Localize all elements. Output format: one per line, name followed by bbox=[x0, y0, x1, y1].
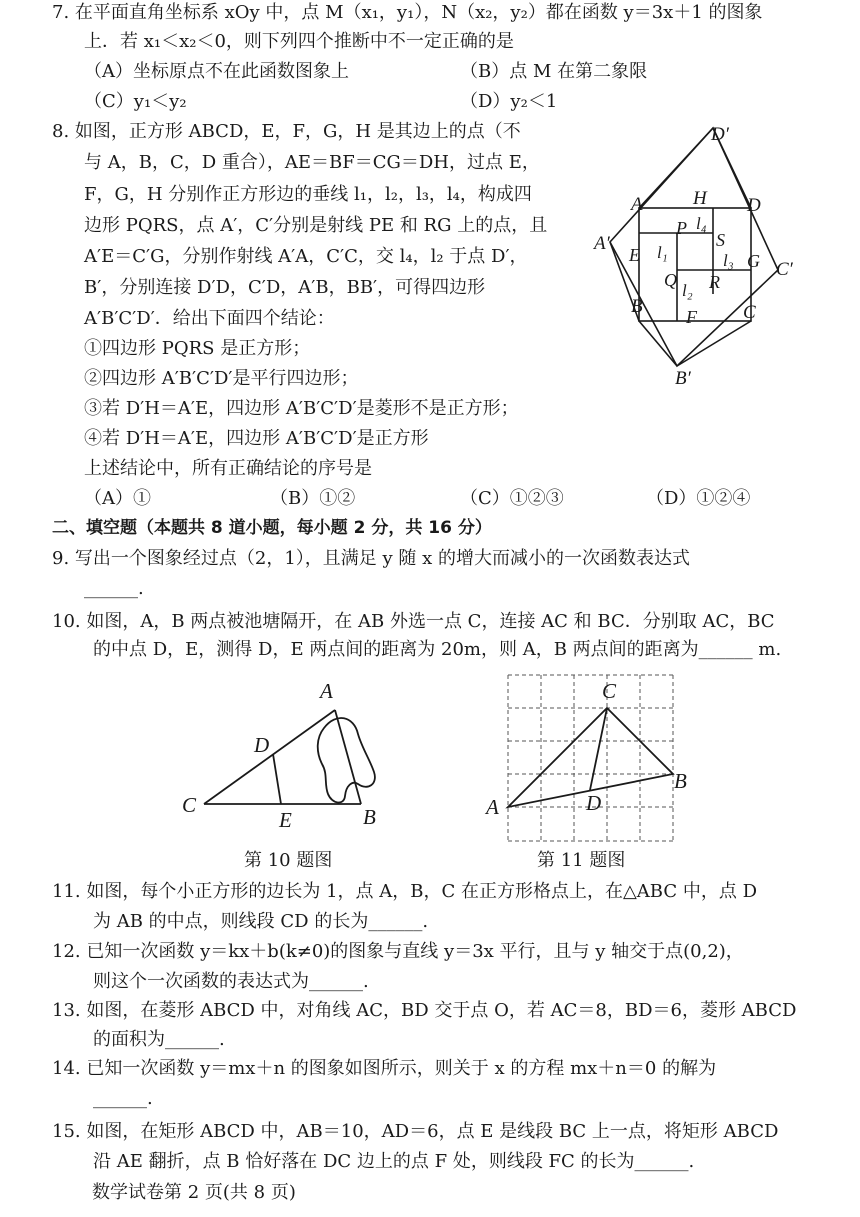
q11-segment-cd bbox=[590, 708, 607, 790]
q12-stem-line1: 12. 已知一次函数 y＝kx＋b(k≠0)的图象与直线 y＝3x 平行，且与 y 轴交于点(0,2)， bbox=[52, 941, 744, 962]
q10-pond bbox=[318, 718, 375, 803]
q10-figure bbox=[182, 678, 392, 830]
page-footer: 数学试卷第 2 页(共 8 页) bbox=[92, 1182, 296, 1203]
q12-stem-line2: 则这个一次函数的表达式为______. bbox=[93, 971, 369, 992]
q11-figure-caption: 第 11 题图 bbox=[537, 850, 626, 871]
q10-segment-de bbox=[273, 754, 281, 804]
q10-figure-caption: 第 10 题图 bbox=[244, 850, 333, 871]
q8-square-abcd bbox=[639, 208, 751, 321]
q10-label-d: D bbox=[254, 733, 270, 757]
q7-option-a: （A）坐标原点不在此函数图象上 bbox=[84, 61, 349, 82]
q8-label-p: P bbox=[676, 218, 687, 238]
q8-label-d: D bbox=[747, 195, 761, 216]
q7-option-c: （C）y₁＜y₂ bbox=[84, 91, 187, 112]
q8-label-l1: l₁ bbox=[657, 243, 668, 262]
q8-label-l2: l₂ bbox=[682, 281, 693, 300]
q8-label-aprime: A′ bbox=[594, 233, 610, 254]
q15-stem-line1: 15. 如图，在矩形 ABCD 中，AB＝10，AD＝6，点 E 是线段 BC 上一点，将矩形 ABCD bbox=[52, 1121, 779, 1142]
q10-stem-line2: 的中点 D，E，测得 D，E 两点间的距离为 20m，则 A，B 两点间的距离为______ m. bbox=[93, 639, 782, 660]
q8-label-g: G bbox=[747, 251, 760, 271]
q8-figure bbox=[585, 118, 810, 393]
q11-label-c: C bbox=[602, 679, 617, 703]
q8-label-a: A bbox=[631, 194, 643, 215]
q11-stem-line1: 11. 如图，每个小正方形的边长为 1，点 A，B，C 在正方形格点上，在△ABC 中，点 D bbox=[52, 881, 758, 902]
q8-option-b: （B）①② bbox=[270, 488, 356, 509]
q8-label-s: S bbox=[716, 230, 725, 250]
section-2-header: 二、填空题（本题共 8 道小题，每小题 2 分，共 16 分） bbox=[52, 518, 492, 538]
q8-conclusion-4: ④若 D′H＝A′E，四边形 A′B′C′D′是正方形 bbox=[84, 428, 429, 449]
q10-label-c: C bbox=[182, 793, 197, 817]
q8-stem-line7: A′B′C′D′．给出下面四个结论： bbox=[84, 308, 335, 329]
q11-grid bbox=[508, 675, 673, 841]
q14-answer-blank: ______. bbox=[93, 1088, 153, 1109]
q8-label-c: C bbox=[743, 302, 756, 323]
q8-label-l3: l₃ bbox=[723, 251, 734, 270]
q10-label-b: B bbox=[363, 805, 376, 829]
q8-stem-line6: B′，分别连接 D′D，C′D，A′B，BB′，可得四边形 bbox=[84, 277, 486, 298]
q8-label-f: F bbox=[686, 307, 697, 327]
q10-stem-line1: 10. 如图，A，B 两点被池塘隔开，在 AB 外选一点 C，连接 AC 和 BC．分别取 AC，BC bbox=[52, 611, 775, 632]
q8-label-cprime: C′ bbox=[776, 259, 793, 280]
q15-stem-line2: 沿 AE 翻折，点 B 恰好落在 DC 边上的点 F 处，则线段 FC 的长为______. bbox=[93, 1151, 695, 1172]
q8-label-h: H bbox=[693, 188, 707, 209]
q8-stem-line2: 与 A，B，C，D 重合），AE＝BF＝CG＝DH，过点 E， bbox=[84, 152, 540, 173]
q13-stem-line2: 的面积为______. bbox=[93, 1029, 225, 1050]
q8-label-q: Q bbox=[664, 270, 677, 290]
q8-label-b: B bbox=[631, 296, 643, 317]
q8-label-l4: l₄ bbox=[696, 214, 707, 233]
q8-option-c: （C）①②③ bbox=[460, 488, 564, 509]
q14-stem-line1: 14. 已知一次函数 y＝mx＋n 的图象如图所示，则关于 x 的方程 mx＋n＝0 的解为 bbox=[52, 1058, 717, 1079]
q8-conclusion-2: ②四边形 A′B′C′D′是平行四边形； bbox=[84, 368, 359, 389]
q7-option-d: （D）y₂＜1 bbox=[460, 91, 558, 112]
q7-stem-line1: 7. 在平面直角坐标系 xOy 中，点 M（x₁，y₁），N（x₂，y₂）都在函数 y＝3x＋1 的图象 bbox=[52, 2, 763, 23]
q10-label-e: E bbox=[279, 808, 292, 830]
q9-answer-blank: ______. bbox=[84, 578, 144, 599]
q9-stem-line1: 9. 写出一个图象经过点（2，1），且满足 y 随 x 的增大而减小的一次函数表达式 bbox=[52, 548, 691, 569]
q8-label-dprime: D′ bbox=[711, 124, 729, 145]
q7-option-b: （B）点 M 在第二象限 bbox=[460, 61, 648, 82]
q8-label-e: E bbox=[629, 245, 640, 265]
q8-conclusion-1: ①四边形 PQRS 是正方形； bbox=[84, 338, 311, 359]
q8-option-d: （D）①②④ bbox=[646, 488, 751, 509]
q11-label-b: B bbox=[674, 769, 687, 793]
q8-question: 上述结论中，所有正确结论的序号是 bbox=[84, 458, 372, 479]
q11-label-a: A bbox=[486, 795, 499, 819]
q8-conclusion-3: ③若 D′H＝A′E，四边形 A′B′C′D′是菱形不是正方形； bbox=[84, 398, 519, 419]
q8-label-r: R bbox=[709, 272, 720, 292]
q8-option-a: （A）① bbox=[84, 488, 151, 509]
q8-stem-line3: F，G，H 分别作正方形边的垂线 l₁，l₂，l₃，l₄，构成四 bbox=[84, 184, 532, 205]
q8-stem-line4: 边形 PQRS，点 A′，C′分别是射线 PE 和 RG 上的点，且 bbox=[84, 215, 548, 236]
q8-label-bprime: B′ bbox=[675, 368, 691, 389]
q10-label-a: A bbox=[320, 679, 333, 703]
q13-stem-line1: 13. 如图，在菱形 ABCD 中，对角线 AC，BD 交于点 O，若 AC＝8，BD＝6，菱形 ABCD bbox=[52, 1000, 797, 1021]
q11-figure bbox=[482, 670, 700, 848]
q11-stem-line2: 为 AB 的中点，则线段 CD 的长为______. bbox=[93, 911, 429, 932]
q11-label-d: D bbox=[586, 791, 602, 815]
q8-stem-line1: 8. 如图，正方形 ABCD，E，F，G，H 是其边上的点（不 bbox=[52, 121, 521, 142]
q8-stem-line5: A′E＝C′G，分别作射线 A′A，C′C，交 l₄，l₂ 于点 D′， bbox=[84, 246, 528, 267]
q7-stem-line2: 上．若 x₁＜x₂＜0，则下列四个推断中不一定正确的是 bbox=[84, 31, 514, 52]
